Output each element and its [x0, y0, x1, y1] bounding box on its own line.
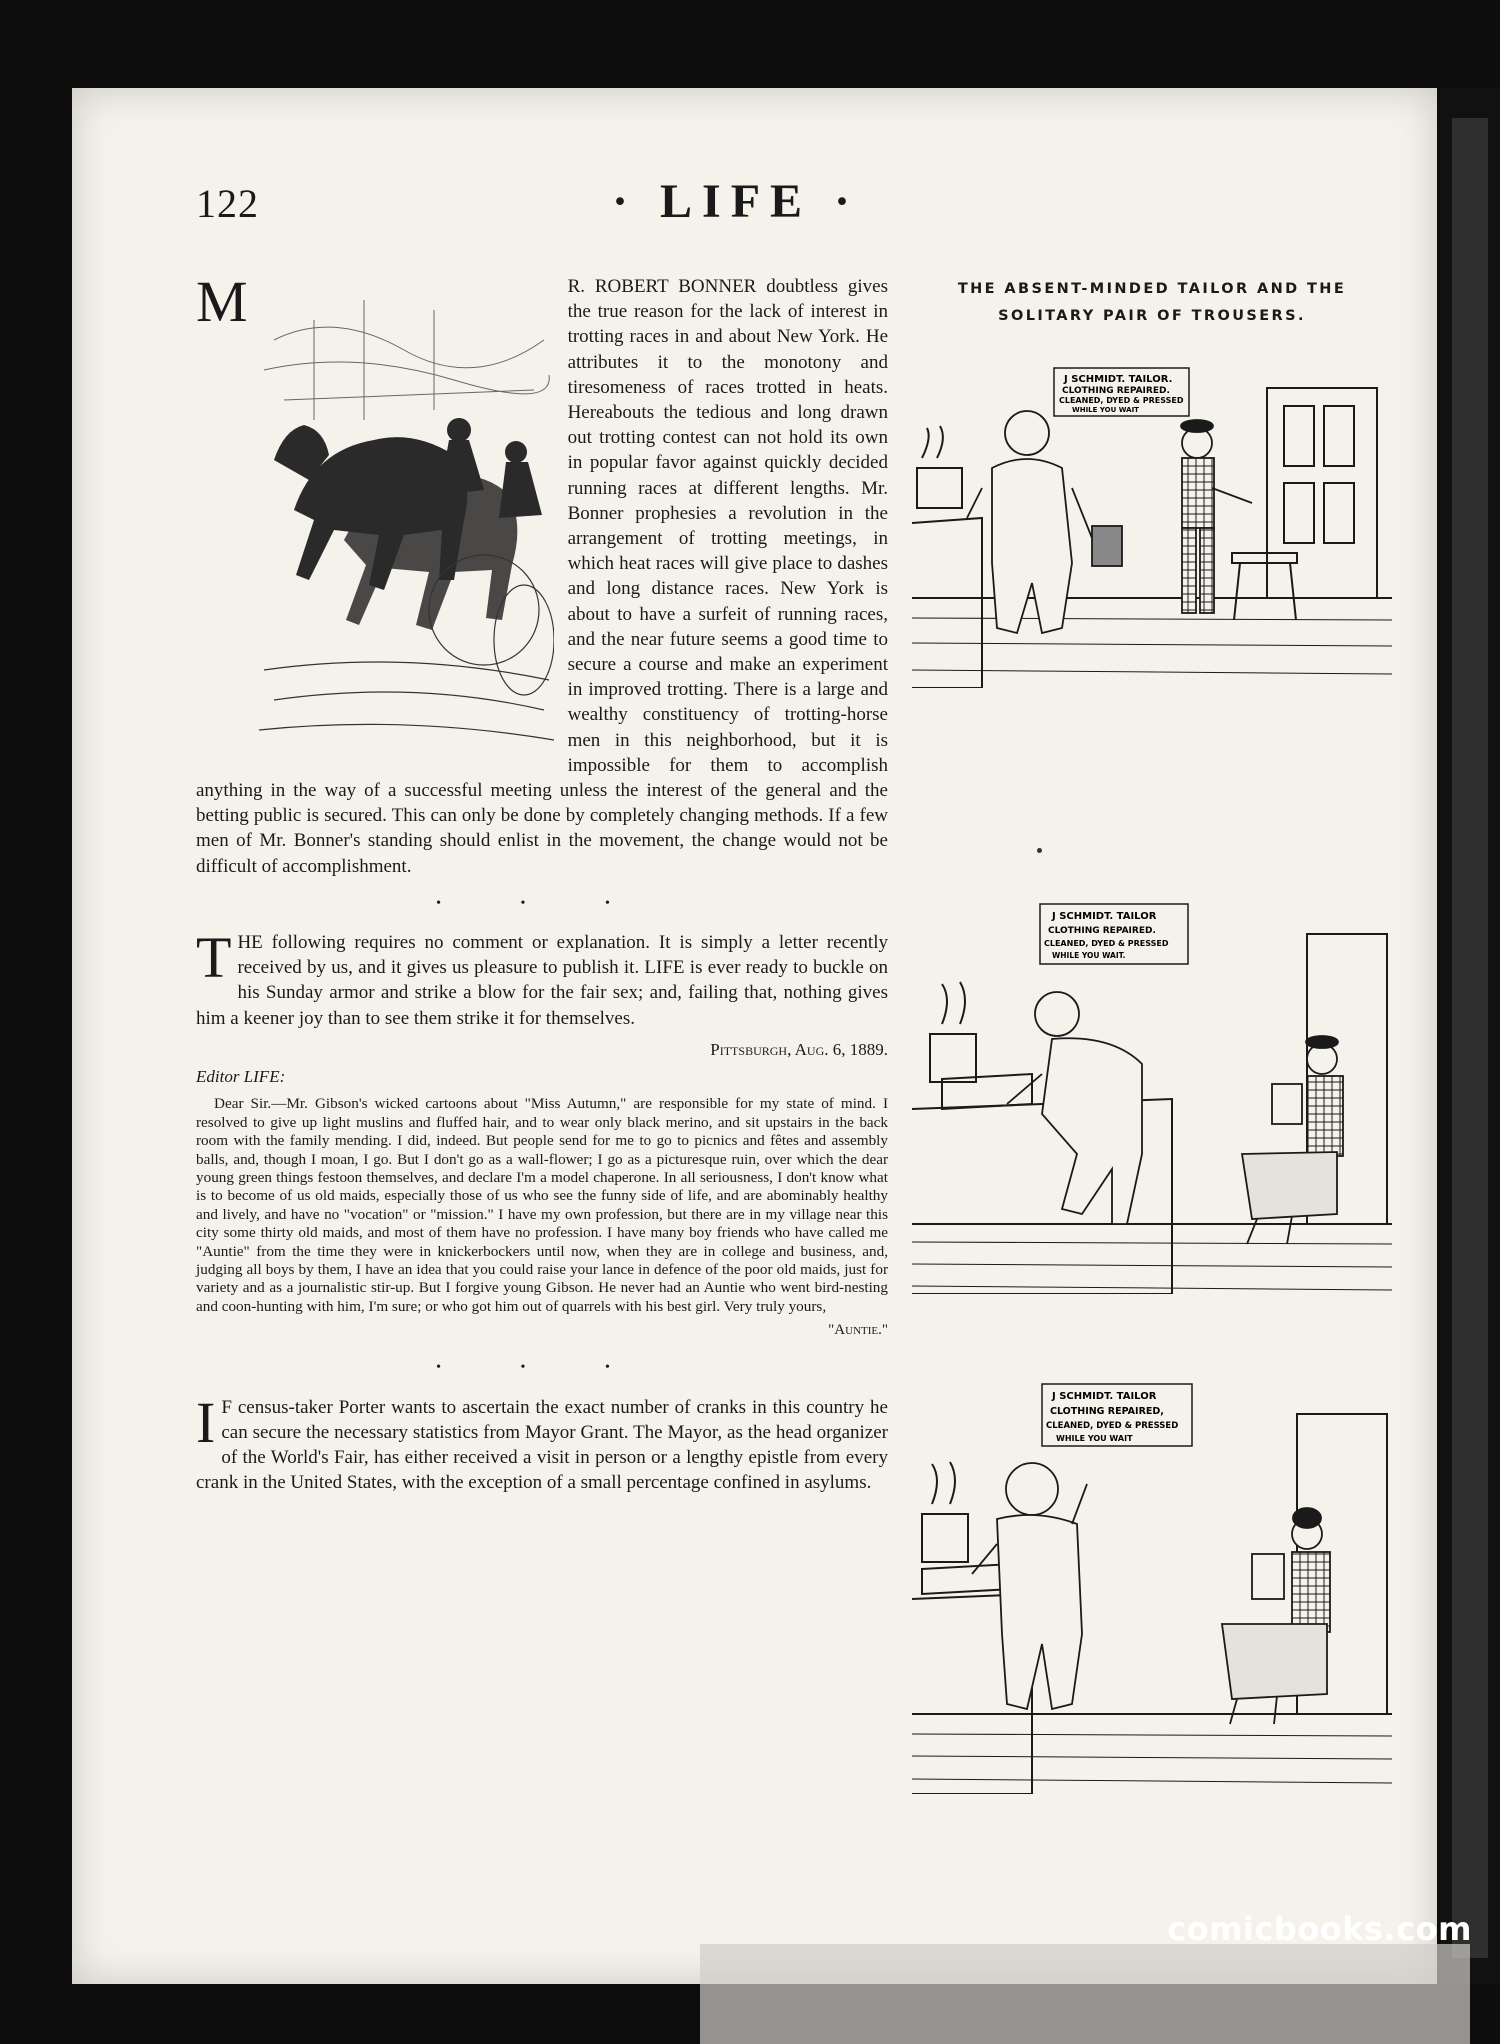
sign-1-line-2: CLOTHING REPAIRED.: [1062, 386, 1170, 396]
sign-3-line-2: CLOTHING REPAIRED,: [1050, 1406, 1164, 1417]
cartoon-title-line-2: SOLITARY PAIR OF TROUSERS.: [998, 308, 1306, 324]
dropcap-i: I: [196, 1389, 216, 1455]
letter-signoff: "Auntie.": [828, 1322, 888, 1339]
divider-dot: [1037, 848, 1042, 853]
sign-1-line-3: CLEANED, DYED & PRESSED: [1059, 396, 1184, 405]
letter-salutation: Editor LIFE:: [196, 1067, 286, 1087]
panel-1-drawing: [912, 358, 1392, 688]
sign-1-line-4: WHILE YOU WAIT: [1072, 406, 1139, 414]
article-letter-intro: [196, 925, 888, 1031]
letter-dateline: Pittsburgh, Aug. 6, 1889.: [710, 1039, 888, 1059]
watermark: comicbooks.com: [1167, 1910, 1472, 1948]
page-number: 122: [196, 181, 259, 226]
adjacent-page-edge: [1440, 88, 1500, 1984]
cartoon-column: [912, 274, 1392, 1443]
sign-2-line-2: CLOTHING REPAIRED.: [1048, 926, 1156, 936]
section-ornament-2: • • •: [436, 1360, 648, 1376]
sign-2-line-3: CLEANED, DYED & PRESSED: [1044, 939, 1169, 948]
sign-2-line-1: J SCHMIDT. TAILOR: [1052, 911, 1157, 922]
dropcap-t: T: [196, 925, 232, 991]
left-column: [196, 269, 888, 1495]
cartoon-title-line-1: THE ABSENT-MINDED TAILOR AND THE: [957, 281, 1347, 297]
cartoon-panel-1: [912, 358, 1392, 688]
article-census-text: F census-taker Porter wants to ascertain the exact number of cranks in this country he can secure the necessary statistics from Mayor Grant. The Mayor, as the head organizer of the World's Fair, has either received a visit in person or a lengthy epistle from every crank in the United States, with the exception of a small percentage confined in asylums.: [196, 1396, 888, 1494]
article-bonner: [196, 269, 888, 879]
sign-1-line-1: J SCHMIDT. TAILOR.: [1064, 374, 1173, 385]
letter-body: Dear Sir.—Mr. Gibson's wicked cartoons about "Miss Autumn," are responsible for my state of mind. I resolved to give up light muslins and fluffed hair, and to wear only black merino, and sit upstairs in the back room with the family mending. I did, indeed. But people send for me to go to picnics and fêtes and assembly balls, and, though I moan, I go. But I don't go as a wall-flower; I go as a picturesque ruin, over which the dear young green things festoon themselves, and declare I'm a model chaperone. In all seriousness, I don't know what is to become of us old maids, especially those of us who see the funny side of life, and are abominably healthy and lively, and have no "vocation" or "mission." I have my own profession, but there are in my village near this city some thirty old maids, and most of them have no profession. I have many boy friends who have called me "Auntie" from the time they were in knickerbockers until now, when they are in college and business, and, judging all boys by them, I have an idea that you could raise your lance in defence of the poor old maids, just for variety and as a journalistic stir-up. But I forgive young Gibson. He never had an Auntie who went bird-nesting and coon-hunting with him, I'm sure; or who got him out of quarrels with his best girl. Very truly yours,: [196, 1095, 888, 1315]
cartoon-title: [912, 276, 1392, 330]
magazine-page: [72, 88, 1437, 1984]
sign-3-line-1: J SCHMIDT. TAILOR: [1052, 1391, 1157, 1402]
panel-3-drawing: [912, 1374, 1392, 1794]
article-bonner-text: R. ROBERT BONNER doubtless gives the true reason for the lack of interest in trotting races in and about New York. He attributes it to the monotony and tiresomeness of races trotted in heats. Hereabouts the tedious and long drawn out trotting contest can not hold its own in popular favor against quickly decided running races at different lengths. Mr. Bonner prophesies a revolution in the arrangement of trotting meetings, in which heat races will give place to dashes and long distance races. New York is about to have a surfeit of running races, and the near future seems a good time to secure a course and make an experiment in improved trotting. There is a large and wealthy constituency of trotting-horse men in this neighborhood, but it is impossible for them to accomplish anything in the way of a successful meeting unless the interest of the general and the betting public is secured. This can only be done by completely changing methods. If a few men of Mr. Bonner's standing should enlist in the movement, the change would not be difficult of accomplishment.: [196, 276, 888, 877]
article-census: [196, 1389, 888, 1496]
section-ornament: • • •: [436, 895, 648, 911]
article-letter-intro-text: HE following requires no comment or explanation. It is simply a letter recently received by us, and it gives us pleasure to publish it. LIFE is ever ready to buckle on his Sunday armor and strike a blow for the fair sex; and, failing that, nothing gives him a keener joy than to see them strike it for themselves.: [196, 932, 888, 1029]
trotting-horses-engraving: [254, 280, 554, 760]
cartoon-panel-3: [912, 1374, 1392, 1794]
scan-shadow: [700, 1944, 1470, 2044]
sign-3-line-4: WHILE YOU WAIT: [1056, 1434, 1133, 1443]
panel-2-drawing: [912, 894, 1392, 1294]
cartoon-panel-2: [912, 894, 1392, 1294]
sign-2-line-4: WHILE YOU WAIT.: [1052, 951, 1126, 960]
masthead-title: · LIFE ·: [612, 175, 861, 228]
sign-3-line-3: CLEANED, DYED & PRESSED: [1046, 1421, 1179, 1431]
dropcap-m: M: [196, 269, 248, 334]
